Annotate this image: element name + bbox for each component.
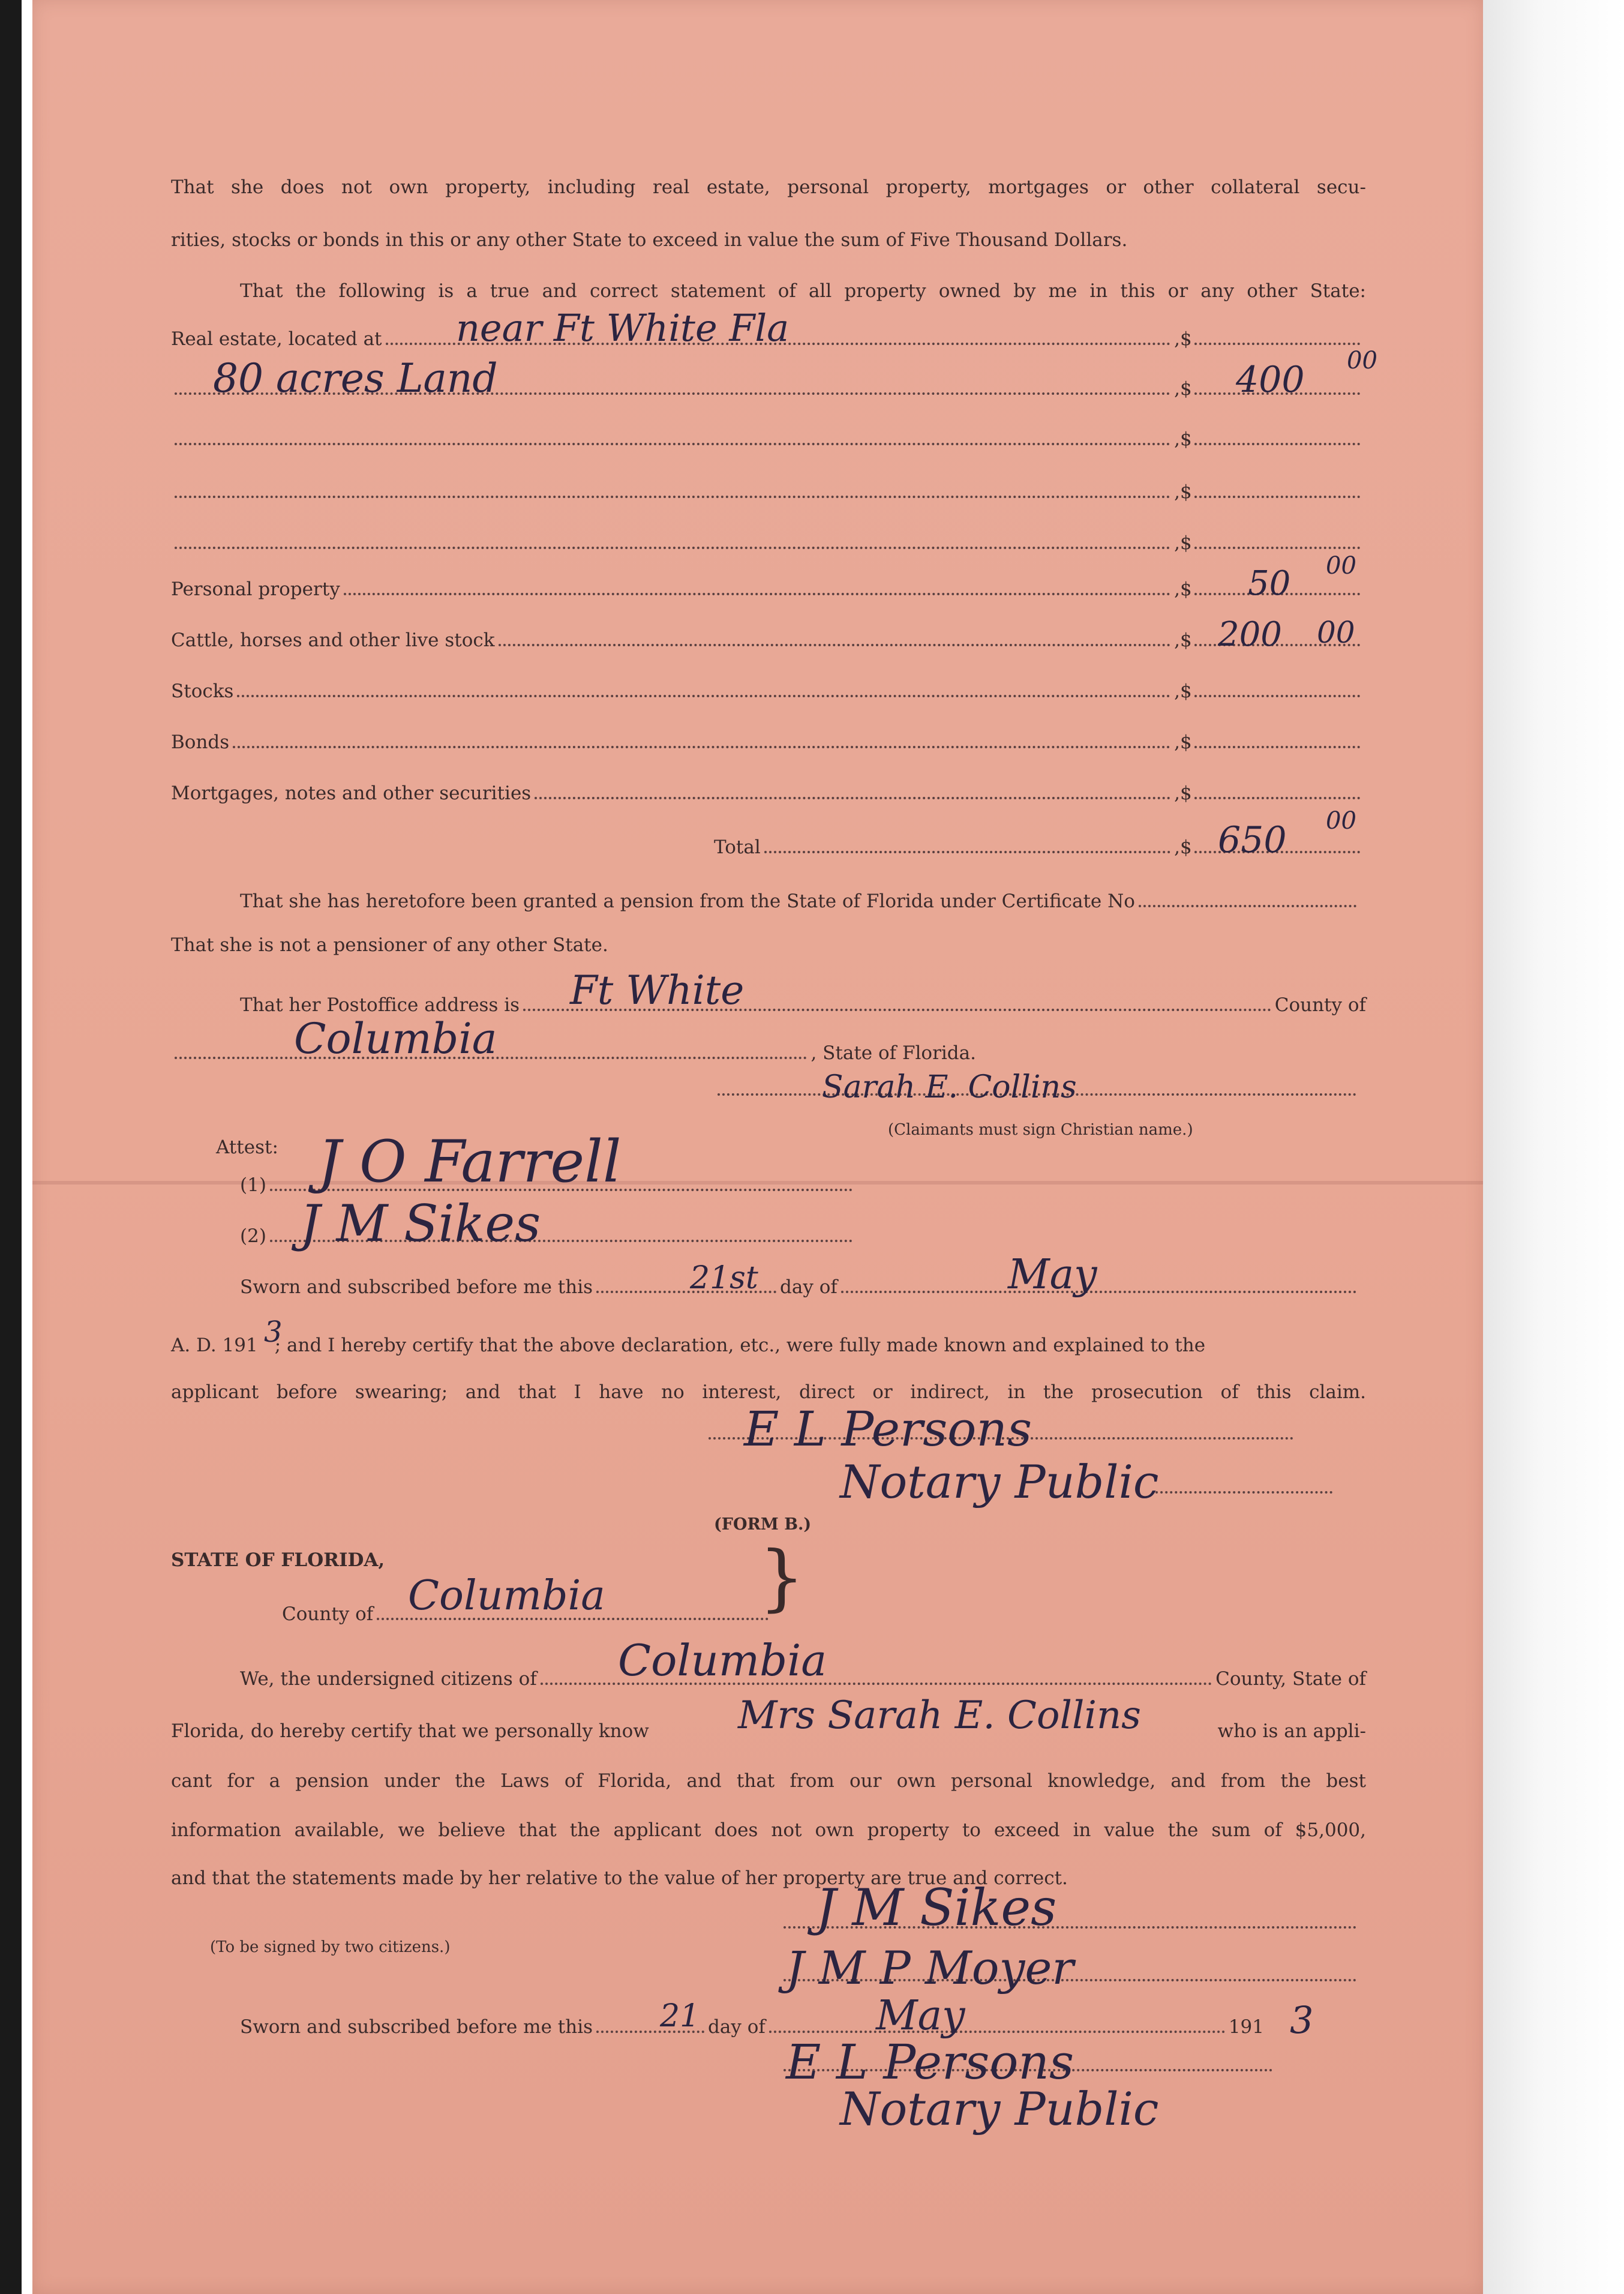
stocks-row: Stocks , $ bbox=[171, 679, 1360, 703]
applicant-row: applicant before swearing; and that I have no interest, direct or indirect, in the prosecution of this claim. bbox=[171, 1381, 1366, 1403]
real-estate-row-4: , $ bbox=[171, 480, 1360, 504]
hw-citizens-of: Columbia bbox=[618, 1635, 827, 1686]
pension-certificate-row: That she has heretofore been granted a pension from the State of Florida under Certificate No bbox=[240, 889, 1360, 913]
hw-applicant-name: Mrs Sarah E. Collins bbox=[738, 1693, 1141, 1738]
para-property-line-2: rities, stocks or bonds in this or any other State to exceed in value the sum of Five Thousand Dollars. bbox=[171, 229, 1128, 251]
hw-citizen-signature-1: J M Sikes bbox=[816, 1878, 1057, 1937]
hw-real-estate-location: near Ft White Fla bbox=[456, 306, 790, 350]
mortgages-row: Mortgages, notes and other securities , $ bbox=[171, 781, 1360, 805]
hw-county: Columbia bbox=[294, 1014, 497, 1063]
hw-livestock-cents: 00 bbox=[1317, 615, 1355, 650]
claimant-note: (Claimants must sign Christian name.) bbox=[888, 1121, 1193, 1139]
scanner-left-edge bbox=[0, 0, 22, 2294]
hw-day-1: 21st bbox=[690, 1260, 758, 1296]
hw-attest-1-signature: J O Farrell bbox=[318, 1128, 622, 1195]
plastic-sleeve-edge bbox=[1482, 0, 1624, 2294]
livestock-row: Cattle, horses and other live stock , $ bbox=[171, 628, 1360, 652]
hw-notary-title-1: Notary Public bbox=[840, 1455, 1159, 1509]
hw-notary-signature-2: E L Persons bbox=[786, 2034, 1074, 2090]
hw-personal-cents: 00 bbox=[1326, 552, 1356, 580]
hw-month-1: May bbox=[1008, 1251, 1097, 1299]
hw-year-digit-1: 3 bbox=[264, 1315, 283, 1349]
form-b-heading: (FORM B.) bbox=[714, 1515, 812, 1534]
hw-personal-value: 50 bbox=[1248, 564, 1291, 603]
info-row: information available, we believe that the applicant does not own property to exceed in value the sum of $5,000, bbox=[171, 1819, 1366, 1841]
cant-row: cant for a pension under the Laws of Florida, and that from our own personal knowledge, and from the best bbox=[171, 1770, 1366, 1792]
hw-notary-signature-1: E L Persons bbox=[744, 1401, 1032, 1457]
personal-property-row: Personal property , $ bbox=[171, 577, 1360, 601]
total-row: Total , $ bbox=[714, 835, 1360, 859]
hw-claimant-signature: Sarah E. Collins bbox=[822, 1069, 1077, 1105]
two-citizens-note: (To be signed by two citizens.) bbox=[210, 1938, 451, 1956]
hw-land-value: 400 bbox=[1236, 359, 1305, 401]
real-estate-row: Real estate, located at , $ bbox=[171, 327, 1360, 351]
county-state-row: , State of Florida. bbox=[171, 1041, 976, 1065]
real-estate-row-5: , $ bbox=[171, 531, 1360, 555]
attest-label: Attest: bbox=[216, 1136, 278, 1158]
county-of-b-row: County of bbox=[282, 1602, 772, 1626]
para-statement: That the following is a true and correct statement of all property owned by me in this or any other State: bbox=[240, 280, 1366, 302]
hw-county-b: Columbia bbox=[408, 1572, 605, 1620]
hw-citizen-signature-2: J M P Moyer bbox=[786, 1941, 1074, 1995]
citizens-row: We, the undersigned citizens of County, State of bbox=[240, 1668, 1366, 1690]
attest-line-1: (1) bbox=[240, 1173, 856, 1197]
hw-land-description: 80 acres Land bbox=[213, 355, 498, 401]
not-pensioner-line: That she is not a pensioner of any other State. bbox=[171, 934, 608, 956]
ad-row: A. D. 191 ; and I hereby certify that the above declaration, etc., were fully made known and explained to the bbox=[171, 1335, 1206, 1356]
hw-total-value: 650 bbox=[1218, 819, 1287, 861]
statements-row: and that the statements made by her relative to the value of her property are true and correct. bbox=[171, 1867, 1068, 1889]
postoffice-row: That her Postoffice address is County of bbox=[240, 994, 1366, 1016]
bonds-row: Bonds , $ bbox=[171, 730, 1360, 754]
hw-livestock-value: 200 bbox=[1218, 615, 1282, 654]
state-of-florida-heading: STATE OF FLORIDA, bbox=[171, 1549, 385, 1571]
hw-day-2: 21 bbox=[660, 1998, 700, 2034]
hw-year-digit-2: 3 bbox=[1290, 1998, 1314, 2042]
bracket-symbol: } bbox=[759, 1536, 805, 1620]
hw-postoffice: Ft White bbox=[570, 967, 745, 1013]
real-estate-row-2: , $ bbox=[171, 377, 1360, 401]
hw-total-cents: 00 bbox=[1326, 807, 1356, 835]
certify-row: Florida, do hereby certify that we personally know who is an appli- bbox=[171, 1720, 1366, 1742]
hw-land-cents: 00 bbox=[1347, 347, 1377, 374]
sworn-row-1: Sworn and subscribed before me this day of bbox=[240, 1275, 1360, 1299]
real-estate-row-3: , $ bbox=[171, 427, 1360, 451]
notary-title-line-1 bbox=[1152, 1491, 1336, 1498]
attest-line-2: (2) bbox=[240, 1224, 856, 1248]
hw-notary-title-2: Notary Public bbox=[840, 2082, 1159, 2136]
para-property-line-1: That she does not own property, including real estate, personal property, mortgages or other collateral secu- bbox=[171, 176, 1366, 198]
sworn-row-2: Sworn and subscribed before me this day of 191 bbox=[240, 2016, 1264, 2038]
hw-attest-2-signature: J M Sikes bbox=[300, 1194, 541, 1253]
hw-month-2: May bbox=[876, 1992, 965, 2040]
